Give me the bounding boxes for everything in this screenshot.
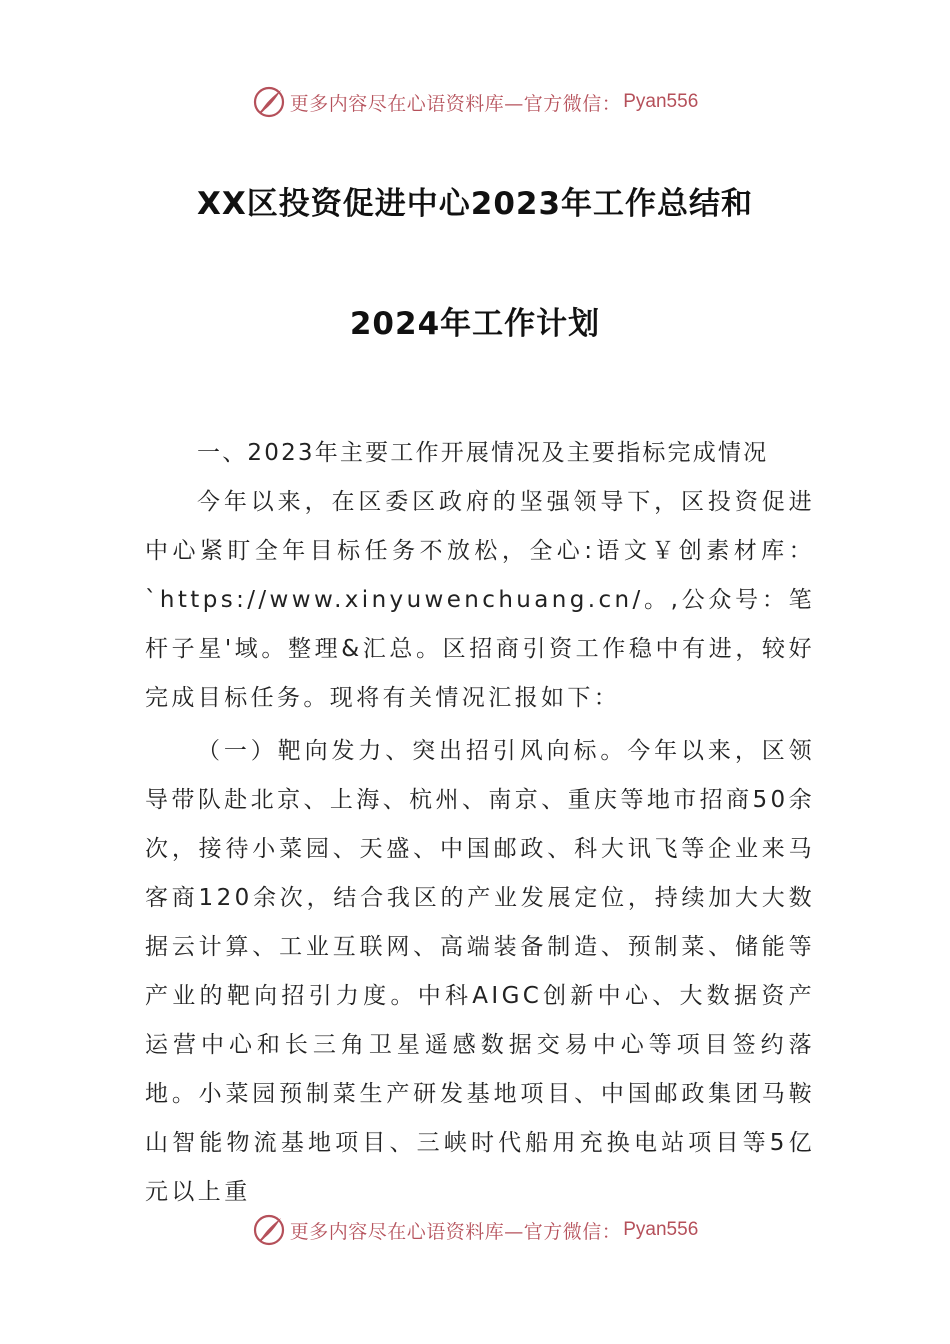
footer-wechat-id: Pyan556 xyxy=(623,1219,699,1240)
intro-paragraph: 今年以来，在区委区政府的坚强领导下，区投资促进中心紧盯全年目标任务不放松，全心:语文￥创素材库：`https://www.xinyuwenchuang.cn/。,公众号：笔杆子星'域。整理&汇总。区招商引资工作稳中有进，较好完成目标任务。现将有关情况汇报如下： xyxy=(145,489,815,711)
header-banner xyxy=(0,82,950,122)
header-wechat-id: Pyan556 xyxy=(623,91,699,112)
quill-pen-logo-icon xyxy=(252,1213,286,1247)
footer-banner xyxy=(0,1210,950,1250)
header-banner-text: 更多内容尽在心语资料库—官方微信： xyxy=(289,92,622,115)
quill-pen-logo-icon xyxy=(252,85,286,119)
document-title-line-2: 2024年工作计划 xyxy=(349,306,601,342)
footer-banner-text: 更多内容尽在心语资料库—官方微信： xyxy=(289,1220,622,1243)
section-heading: 一、2023年主要工作开展情况及主要指标完成情况 xyxy=(197,440,769,466)
document-title-line-1: XX区投资促进中心2023年工作总结和 xyxy=(196,186,754,222)
subsection-paragraph: （一）靶向发力、突出招引风向标。今年以来，区领导带队赴北京、上海、杭州、南京、重庆等地市招商50余次，接待小菜园、天盛、中国邮政、科大讯飞等企业来马客商120余次，结合我区的产业发展定位，持续加大大数据云计算、工业互联网、高端装备制造、预制菜、储能等产业的靶向招引力度。中科AIGC创新中心、大数据资产运营中心和长三角卫星遥感数据交易中心等项目签约落地。小菜园预制菜生产研发基地项目、中国邮政集团马鞍山智能物流基地项目、三峡时代船用充换电站项目等5亿元以上重 xyxy=(145,738,815,1205)
